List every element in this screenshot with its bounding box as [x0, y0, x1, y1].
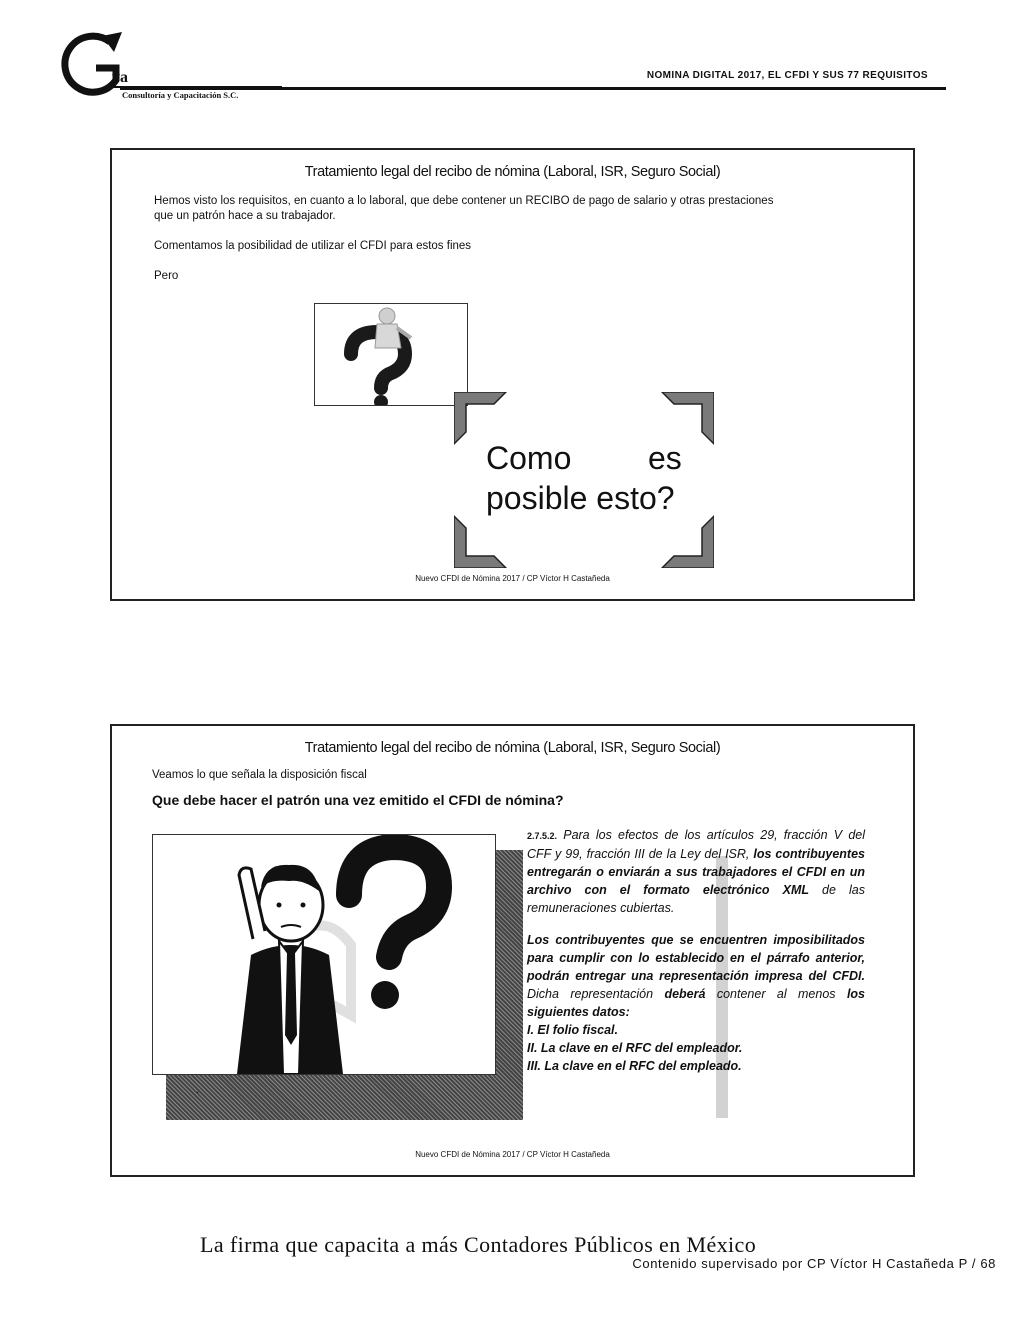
callout-line-2: posible esto?: [486, 480, 675, 516]
rule-text-3: Dicha representación: [527, 987, 665, 1001]
rule-bold-2: Los contribuyentes que se encuentren imposibilitados para cumplir con lo establecido en el párrafo anterior, podrán entregar una representación impresa del CFDI.: [527, 933, 865, 983]
slide-1-paragraph-3: Pero: [154, 270, 179, 282]
rule-bold-1: los contribuyentes entregarán o enviarán a sus trabajadores el CFDI en un archivo con el formato electrónico XML: [527, 847, 865, 897]
slide-2-footer: Nuevo CFDI de Nómina 2017 / CP Víctor H Castañeda: [415, 1150, 610, 1159]
slide-1-paragraph-2: Comentamos la posibilidad de utilizar el CFDI para estos fines: [154, 240, 472, 252]
rule-bold-4: los siguientes datos:: [527, 987, 865, 1019]
question-mark-figure-image: [314, 303, 468, 406]
logo-subtitle: Consultoría y Capacitación S.C.: [122, 90, 239, 100]
rule-number: 2.7.5.2.: [527, 831, 558, 841]
slide-2: [110, 724, 915, 1177]
rule-item-2: II. La clave en el RFC del empleador.: [527, 1041, 743, 1055]
document-title: NOMINA DIGITAL 2017, EL CFDI Y SUS 77 REQUISITOS: [646, 70, 928, 81]
slide-2-question: Que debe hacer el patrón una vez emitido el CFDI de nómina?: [152, 792, 564, 808]
company-logo: [52, 30, 282, 102]
rule-bold-3: deberá: [664, 987, 706, 1001]
rule-item-3: III. La clave en el RFC del empleado.: [527, 1059, 742, 1073]
slide-1-paragraph-1-line-1: Hemos visto los requisitos, en cuanto a lo laboral, que debe contener un RECIBO de pago de salario y otras prestaciones: [154, 195, 774, 207]
slide-2-intro: Veamos lo que señala la disposición fiscal: [152, 769, 367, 781]
slide-1-title: Tratamiento legal del recibo de nómina (Laboral, ISR, Seguro Social): [304, 164, 721, 180]
header-divider: [120, 87, 946, 90]
callout-word-es: es: [648, 440, 682, 476]
page-supervision-note: Contenido supervisado por CP Víctor H Castañeda P / 68: [632, 1256, 996, 1271]
slide-1-paragraph-1-line-2: que un patrón hace a su trabajador.: [154, 210, 336, 222]
rule-text-4: contener al menos: [705, 987, 847, 1001]
slide-1-footer: Nuevo CFDI de Nómina 2017 / CP Víctor H Castañeda: [415, 574, 610, 583]
rule-text-1: Para los efectos de los artículos 29, fracción V del CFF y 99, fracción III de la Ley del ISR,: [527, 828, 865, 861]
rule-item-1: I. El folio fiscal.: [527, 1023, 618, 1037]
confused-man-image: [152, 834, 496, 1075]
slide-2-title: Tratamiento legal del recibo de nómina (Laboral, ISR, Seguro Social): [304, 740, 721, 756]
slide-1: [110, 148, 915, 601]
slide-2-dot: .: [196, 1082, 200, 1096]
logo-letters: va: [112, 69, 128, 86]
page-tagline: La firma que capacita a más Contadores Públicos en México: [200, 1232, 757, 1257]
rule-text-2: de las remuneraciones cubiertas.: [527, 883, 865, 915]
callout-word-como: Como: [486, 440, 572, 476]
tax-rule-quote: [527, 826, 865, 1075]
